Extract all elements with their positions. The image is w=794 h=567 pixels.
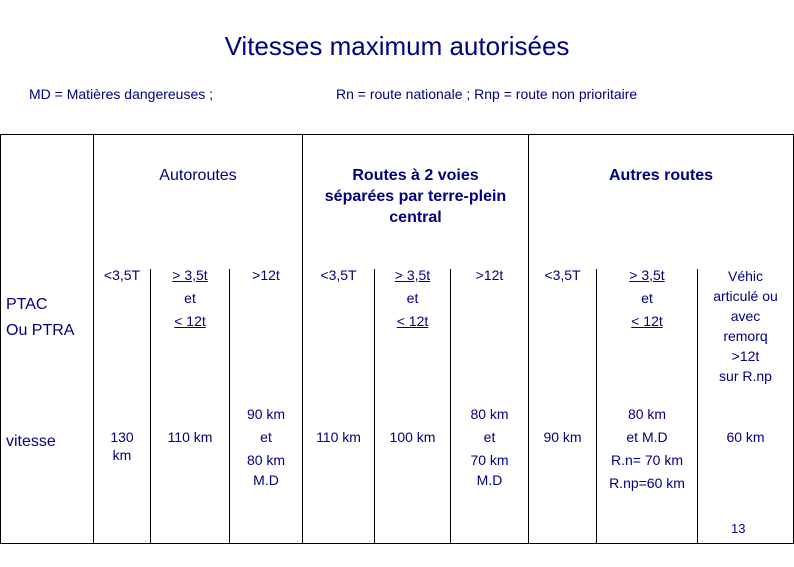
ptac-r2v-a: <3,5T <box>320 267 357 283</box>
row-label-ptac: PTAC Ou PTRA <box>6 296 75 339</box>
ptac-auto-a: <3,5T <box>103 267 141 283</box>
ptac-auto-b: > 3,5t et < 12t <box>172 267 208 329</box>
header-autres-routes: Autres routes <box>608 167 714 184</box>
ptac-r2v-c: >12t <box>475 267 504 283</box>
vitesse-auto-c: 90 km et 80 km M.D <box>246 406 286 488</box>
ptac-autres-a: <3,5T <box>544 267 581 283</box>
col-divider <box>93 134 94 544</box>
legend-rn: Rn = route nationale ; Rnp = route non prioritaire <box>336 86 638 102</box>
table-top-border <box>0 134 794 135</box>
ptac-autres-b: > 3,5t et < 12t <box>629 267 665 329</box>
vitesse-auto-b: 110 km <box>167 429 213 445</box>
ptac-r2v-b: > 3,5t et < 12t <box>394 267 431 329</box>
col-divider <box>0 134 1 544</box>
vitesse-r2v-a: 110 km <box>316 429 361 445</box>
header-routes-2-voies: Routes à 2 voies séparées par terre-plein central <box>324 167 507 226</box>
vitesse-autres-a: 90 km <box>543 429 582 445</box>
vitesse-r2v-c: 80 km et 70 km M.D <box>470 406 509 488</box>
page-number: 13 <box>731 521 746 536</box>
vitesse-autres-c: 60 km <box>726 429 765 445</box>
vitesse-autres-b: 80 km et M.D R.n= 70 km R.np=60 km <box>609 406 685 491</box>
table-bottom-border <box>0 543 794 544</box>
col-divider <box>528 134 529 544</box>
ptac-auto-c: >12t <box>252 267 280 283</box>
row-label-vitesse: vitesse <box>6 433 56 450</box>
page-title: Vitesses maximum autorisées <box>224 31 570 61</box>
vitesse-r2v-b: 100 km <box>389 429 436 445</box>
legend-md: MD = Matières dangereuses ; <box>29 86 214 102</box>
ptac-autres-c: Véhic articulé ou avec remorq >12t sur R.np <box>713 268 778 384</box>
vitesse-auto-a: 130 km <box>110 429 134 463</box>
header-autoroutes: Autoroutes <box>159 167 237 184</box>
